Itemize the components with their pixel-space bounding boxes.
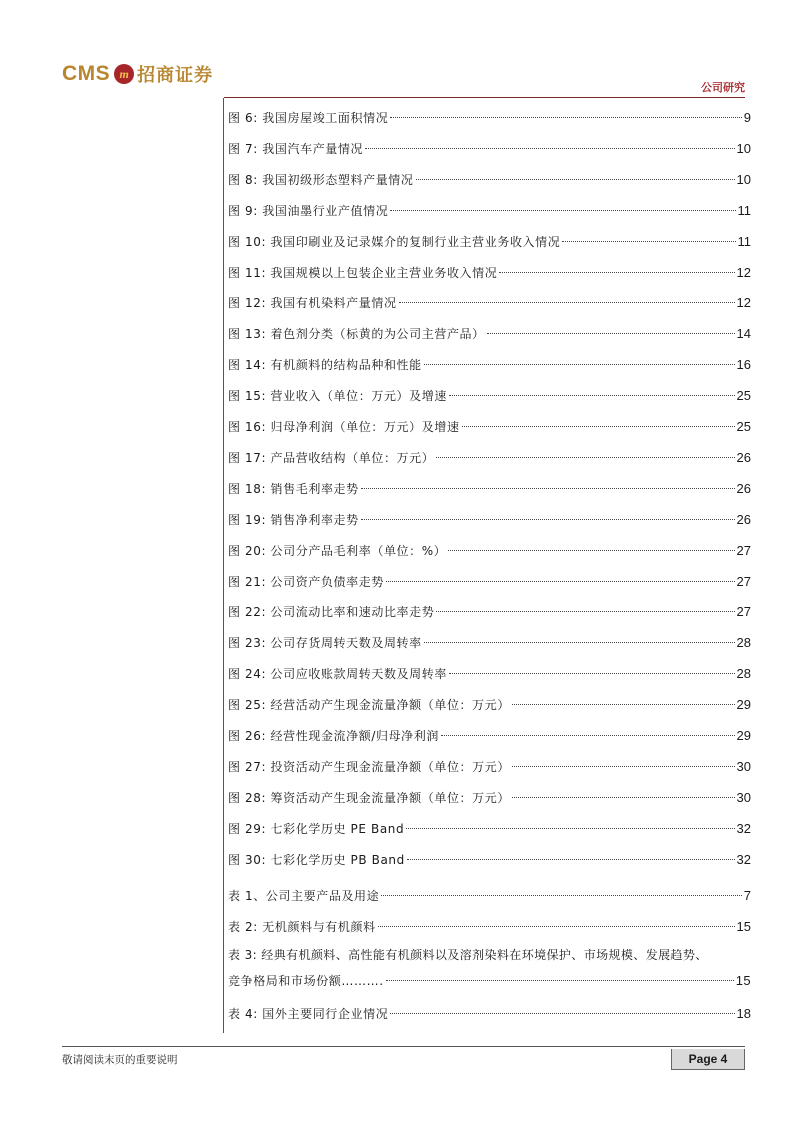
dot-leader — [462, 426, 735, 427]
toc-entry-figure[interactable] — [228, 356, 751, 374]
toc-entry-label: 表 2: 无机颜料与有机颜料 — [228, 920, 376, 934]
toc-entry-figure[interactable] — [228, 140, 751, 158]
toc-entry-page: 29 — [736, 728, 751, 743]
dot-leader — [436, 457, 734, 458]
dot-leader — [416, 179, 735, 180]
dot-leader — [361, 519, 735, 520]
toc-entry-label: 图 17: 产品营收结构（单位：万元） — [228, 450, 435, 465]
dot-leader — [424, 642, 735, 643]
left-margin-rule — [223, 98, 224, 1033]
toc-entry-figure[interactable] — [228, 820, 751, 838]
toc-entry-page: 11 — [737, 202, 751, 218]
dot-leader — [386, 980, 734, 981]
toc-entry-label: 图 28: 筹资活动产生现金流量净额（单位：万元） — [228, 790, 510, 805]
toc-entry-page: 7 — [743, 888, 751, 903]
toc-entry-figure[interactable] — [228, 233, 751, 251]
toc-entry-figure[interactable] — [228, 418, 751, 436]
toc-entry-page: 25 — [736, 419, 751, 434]
dot-leader — [390, 117, 741, 118]
dot-leader — [390, 1013, 734, 1014]
toc-entry-label: 表 4: 国外主要同行企业情况 — [228, 1007, 389, 1021]
toc-entry-figure[interactable] — [228, 264, 751, 282]
toc-entry-page: 27 — [736, 604, 751, 620]
toc-entry-label: 图 7: 我国汽车产量情况 — [228, 141, 364, 156]
toc-entry-label: 图 10: 我国印刷业及记录媒介的复制行业主营业务收入情况 — [228, 234, 561, 249]
toc-entry-label: 图 19: 销售净利率走势 — [228, 512, 359, 527]
toc-entry-page: 28 — [736, 635, 751, 651]
toc-entry-page: 11 — [737, 233, 751, 249]
toc-entry-page: 26 — [736, 480, 751, 496]
toc-entry-label: 图 18: 销售毛利率走势 — [228, 481, 359, 496]
toc-entry-figure[interactable] — [228, 511, 751, 529]
toc-entry-label: 图 6: 我国房屋竣工面积情况 — [228, 111, 389, 125]
footer-divider — [62, 1046, 745, 1047]
toc-entry-figure[interactable] — [228, 325, 751, 343]
toc-entry-page: 28 — [736, 666, 751, 682]
dot-leader — [441, 735, 735, 736]
toc-entry-figure[interactable] — [228, 171, 751, 189]
toc-entry-table-3[interactable] — [228, 943, 751, 994]
toc-entry-label: 图 25: 经营活动产生现金流量净额（单位：万元） — [228, 698, 510, 713]
toc-entry-page: 16 — [736, 357, 751, 373]
toc-entry-figure[interactable] — [228, 603, 751, 621]
toc-entry-label-line2: 竞争格局和市场份额………. — [228, 974, 384, 988]
toc-entry-label: 图 12: 我国有机染料产量情况 — [228, 296, 397, 311]
toc-entry-label: 图 11: 我国规模以上包装企业主营业务收入情况 — [228, 265, 498, 280]
toc-entry-page: 12 — [736, 295, 751, 311]
toc-entry-label: 图 26: 经营性现金流净额/归母净利润 — [228, 729, 439, 743]
dot-leader — [424, 364, 735, 365]
dot-leader — [390, 210, 735, 211]
toc-entry-figure[interactable] — [228, 696, 751, 714]
toc-entry-table-2[interactable] — [228, 918, 751, 936]
logo-emblem-icon: m — [114, 64, 134, 84]
toc-entry-figure[interactable] — [228, 573, 751, 591]
toc-entry-figure[interactable] — [228, 758, 751, 776]
toc-entry-label: 图 8: 我国初级形态塑料产量情况 — [228, 172, 414, 187]
toc-entry-label-line1: 表 3: 经典有机颜料、高性能有机颜料以及溶剂染料在环境保护、市场规模、发展趋势、 — [228, 948, 708, 962]
toc-entry-label: 图 13: 着色剂分类（标黄的为公司主营产品） — [228, 327, 485, 342]
toc-entry-figure[interactable] — [228, 202, 751, 220]
toc-entry-label: 图 23: 公司存货周转天数及周转率 — [228, 636, 422, 651]
toc-entry-label: 表 1、公司主要产品及用途 — [228, 889, 380, 903]
logo-chinese-text: 招商证券 — [137, 65, 214, 86]
dot-leader — [399, 302, 735, 303]
toc-entry-figure[interactable] — [228, 449, 751, 467]
toc-entry-label: 图 27: 投资活动产生现金流量净额（单位：万元） — [228, 759, 510, 774]
toc-entry-page: 30 — [736, 789, 751, 805]
toc-entry-label: 图 9: 我国油墨行业产值情况 — [228, 203, 389, 218]
toc-entry-page: 14 — [736, 326, 751, 342]
header-divider — [224, 97, 745, 98]
dot-leader — [378, 926, 735, 927]
toc-entry-page: 32 — [736, 820, 751, 836]
dot-leader — [407, 859, 735, 860]
dot-leader — [562, 241, 735, 242]
dot-leader — [406, 828, 734, 829]
dot-leader — [499, 272, 734, 273]
toc-entry-page: 12 — [736, 264, 751, 280]
toc-entry-table-1[interactable] — [228, 887, 751, 905]
toc-entry-label: 图 30: 七彩化学历史 PB Band — [228, 852, 405, 867]
toc-entry-page: 27 — [736, 542, 751, 558]
toc-entry-page: 26 — [736, 449, 751, 465]
dot-leader — [381, 895, 742, 896]
page-header — [0, 0, 793, 100]
toc-entry-page: 9 — [743, 110, 751, 125]
toc-entry-figure[interactable] — [228, 727, 751, 745]
toc-entry-figure[interactable] — [228, 851, 751, 869]
toc-entry-page: 10 — [736, 140, 751, 156]
dot-leader — [386, 581, 735, 582]
cms-logo — [62, 60, 213, 88]
toc-entry-label: 图 14: 有机颜料的结构品种和性能 — [228, 358, 422, 373]
toc-entry-figure[interactable] — [228, 480, 751, 498]
toc-entry-page: 30 — [736, 758, 751, 774]
dot-leader — [487, 333, 735, 334]
dot-leader — [512, 797, 735, 798]
logo-cms-text: CMS — [62, 62, 111, 85]
toc-entry-page: 26 — [736, 511, 751, 527]
toc-entry-label: 图 29: 七彩化学历史 PE Band — [228, 821, 405, 836]
toc-entry-label: 图 22: 公司流动比率和速动比率走势 — [228, 605, 435, 620]
toc-entry-figure[interactable] — [228, 789, 751, 807]
dot-leader — [365, 148, 734, 149]
report-type: 公司研究 — [701, 81, 745, 94]
toc-entry-page: 27 — [736, 573, 751, 589]
toc-entry-figure[interactable] — [228, 634, 751, 652]
toc-entry-figure[interactable] — [228, 294, 751, 312]
toc-entry-label: 图 15: 营业收入（单位：万元）及增速 — [228, 389, 447, 404]
toc-entry-label: 图 21: 公司资产负债率走势 — [228, 574, 384, 589]
toc-entry-page: 25 — [736, 388, 751, 404]
toc-entry-figure[interactable] — [228, 665, 751, 683]
dot-leader — [512, 766, 735, 767]
toc-entry-page: 29 — [736, 697, 751, 713]
toc-entry-table-4[interactable] — [228, 1005, 751, 1023]
dot-leader — [361, 488, 735, 489]
toc-entry-page: 15 — [735, 973, 751, 988]
toc-entry-figure[interactable] — [228, 542, 751, 560]
toc-entry-label: 图 16: 归母净利润（单位：万元）及增速 — [228, 420, 460, 434]
toc-entry-figure[interactable] — [228, 109, 751, 127]
dot-leader — [448, 550, 734, 551]
toc-entry-page: 18 — [736, 1006, 751, 1021]
page-number-box: Page 4 — [671, 1049, 745, 1070]
toc-entry-page: 10 — [736, 171, 751, 187]
toc-entry-label: 图 20: 公司分产品毛利率（单位：%） — [228, 543, 447, 558]
dot-leader — [449, 673, 735, 674]
dot-leader — [512, 704, 735, 705]
dot-leader — [449, 395, 735, 396]
toc-entry-label: 图 24: 公司应收账款周转天数及周转率 — [228, 667, 447, 682]
disclaimer-note: 敬请阅读末页的重要说明 — [62, 1054, 178, 1066]
dot-leader — [436, 611, 734, 612]
toc-entry-page: 32 — [736, 851, 751, 867]
toc-entry-page: 15 — [736, 919, 751, 934]
toc-entry-figure[interactable] — [228, 387, 751, 405]
